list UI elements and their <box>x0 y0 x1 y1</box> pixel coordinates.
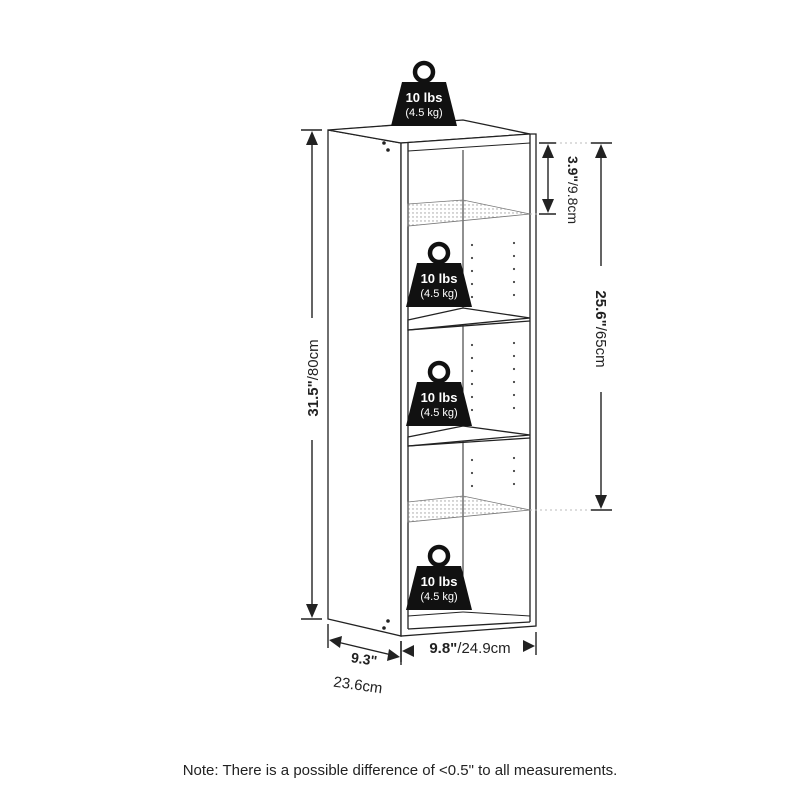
svg-text:10 lbs: 10 lbs <box>420 271 458 286</box>
depth-label-imperial: 9.3" <box>350 649 379 669</box>
svg-text:(4.5 kg): (4.5 kg) <box>420 591 458 603</box>
svg-text:10 lbs: 10 lbs <box>405 90 443 105</box>
width-label: 9.8"/24.9cm <box>429 640 511 657</box>
depth-label-metric: 23.6cm <box>332 673 384 698</box>
svg-text:(4.5 kg): (4.5 kg) <box>405 107 443 119</box>
weight-icon <box>391 63 457 126</box>
svg-text:(4.5 kg): (4.5 kg) <box>420 288 458 300</box>
adjust-range-label: 25.6"/65cm <box>592 290 609 368</box>
measurement-note: Note: There is a possible difference of <0.5" to all measurements. <box>182 762 618 779</box>
dimension-shelf-gap <box>539 143 556 214</box>
svg-text:(4.5 kg): (4.5 kg) <box>420 407 458 419</box>
svg-text:10 lbs: 10 lbs <box>420 390 458 405</box>
shelf-gap-label: 3.9"/9.8cm <box>565 155 581 225</box>
svg-text:10 lbs: 10 lbs <box>420 574 458 589</box>
side-panel <box>328 130 401 636</box>
height-label: 31.5"/80cm <box>305 339 322 417</box>
